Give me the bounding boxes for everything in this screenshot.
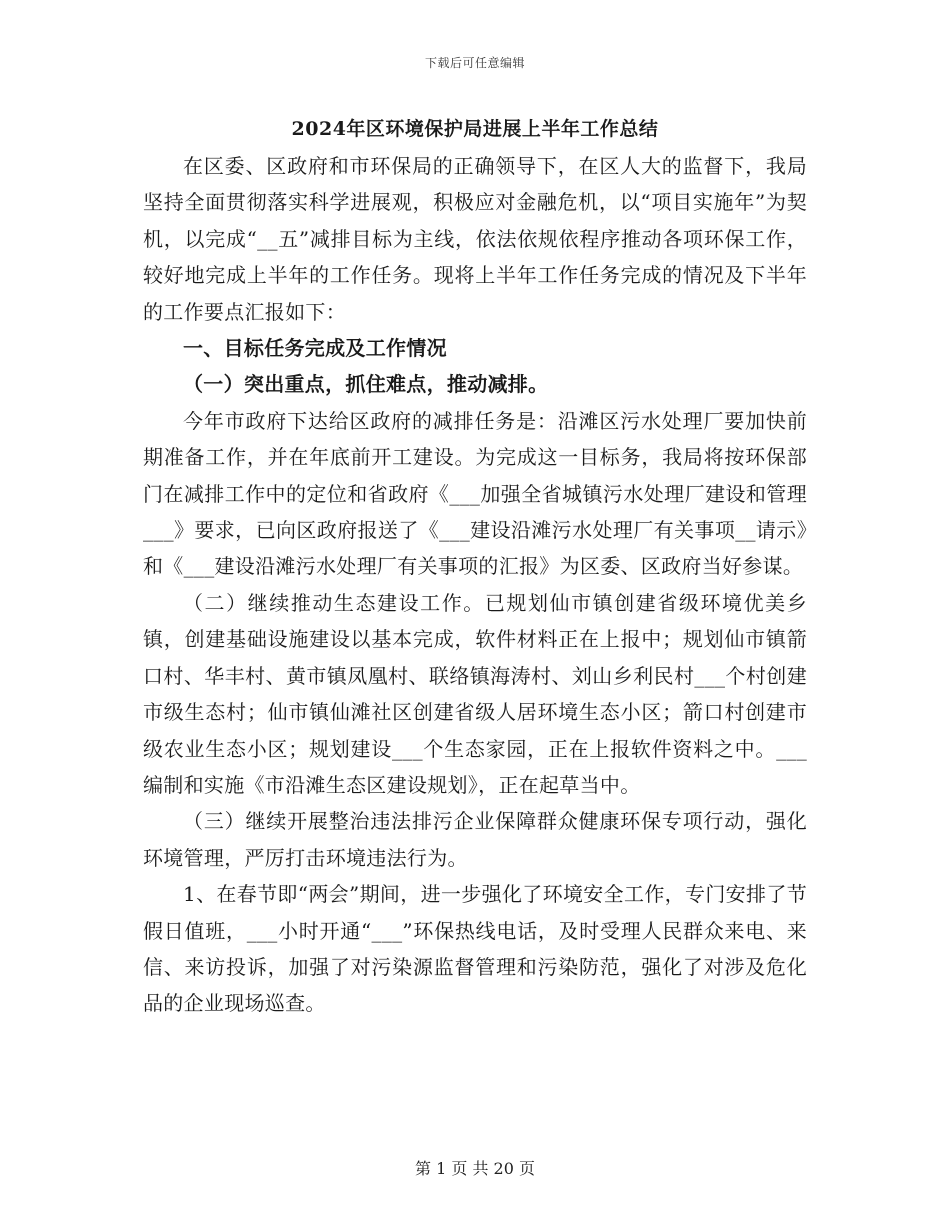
subsection-heading-1: （一）突出重点，抓住难点，推动减排。 <box>183 372 549 397</box>
page-header: 下载后可任意编辑 <box>424 56 525 70</box>
page-number: 第 1 页 共 20 页 <box>415 1159 535 1178</box>
body-paragraph: （二）继续推动生态建设工作。已规划仙市镇创建省级环境优美乡镇，创建基础设施建设以基本完成，软件材料正在上报中；规划仙市镇箭口村、华丰村、黄市镇凤凰村、联络镇海涛村、刘山乡利民村___个村创建市级生态村；仙市镇仙滩社区创建省级人居环境生态小区；箭口村创建市级农业生态小区；规划建设___个生态家园，正在上报软件资料之中。___编制和实施《市沿滩生态区建设规划》，正在起草当中。 <box>143 590 807 797</box>
body-paragraph: 今年市政府下达给区政府的减排任务是：沿滩区污水处理厂要加快前期准备工作，并在年底前开工建设。为完成这一目标务，我局将按环保部门在减排工作中的定位和省政府《___加强全省城镇污水处理厂建设和管理___》要求，已向区政府报送了《___建设沿滩污水处理厂有关事项__请示》和《___建设沿滩污水处理厂有关事项的汇报》为区委、区政府当好参谋。 <box>143 408 807 579</box>
intro-paragraph: 在区委、区政府和市环保局的正确领导下，在区人大的监督下，我局坚持全面贯彻落实科学进展观，积极应对金融危机，以“项目实施年”为契机，以完成“__五”减排目标为主线，依法依规依程序推动各项环保工作，较好地完成上半年的工作任务。现将上半年工作任务完成的情况及下半年的工作要点汇报如下： <box>143 154 807 324</box>
body-paragraph: （三）继续开展整治违法排污企业保障群众健康环保专项行动，强化环境管理，严厉打击环境违法行为。 <box>143 809 807 870</box>
document-title: 2024年区环境保护局进展上半年工作总结 <box>291 118 659 140</box>
body-paragraph: 1、在春节即“两会”期间，进一步强化了环境安全工作，专门安排了节假日值班，___小时开通“___”环保热线电话，及时受理人民群众来电、来信、来访投诉，加强了对污染源监督管理和污染防范，强化了对涉及危化品的企业现场巡查。 <box>143 882 807 1016</box>
document-body <box>143 114 807 1022</box>
section-heading-1: 一、目标任务完成及工作情况 <box>183 336 447 361</box>
